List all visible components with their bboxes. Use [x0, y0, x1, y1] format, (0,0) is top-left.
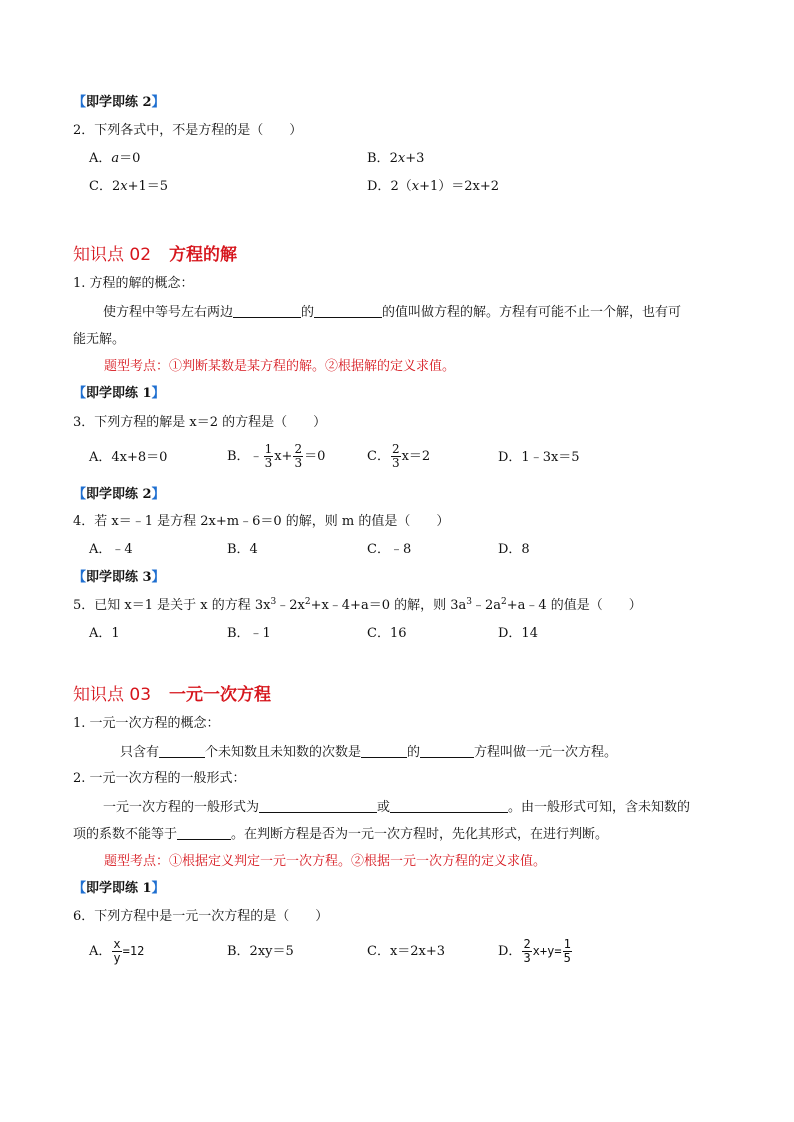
- fill-blank[interactable]: [259, 799, 377, 813]
- fill-blank[interactable]: [177, 826, 231, 840]
- option-2b: B．2x+3: [367, 151, 425, 166]
- concept-text-cont: 能无解。: [73, 332, 126, 347]
- practice-tag: 【即学即练 3】: [73, 570, 165, 585]
- concept-heading: 1. 一元一次方程的概念：: [73, 716, 220, 731]
- practice-tag: 【即学即练 2】: [73, 95, 165, 110]
- option-3b: B．﹣ $\frac{1}{3}$ x+ $\frac{2}{3}$ ＝0: [227, 442, 326, 470]
- option-5c: C．16: [367, 626, 407, 641]
- option-2c: C．2x+1＝5: [89, 179, 169, 194]
- concept-heading: 2. 一元一次方程的一般形式：: [73, 771, 246, 786]
- fill-blank[interactable]: [159, 744, 205, 758]
- option-6c: C．x＝2x+3: [367, 944, 446, 959]
- option-5a: A．1: [89, 626, 120, 641]
- option-6b: B．2xy＝5: [227, 944, 294, 959]
- concept-text: 使方程中等号左右两边 的 的值叫做方程的解。方程有可能不止一个解，也有可: [103, 305, 682, 320]
- kaodian-note: 题型考点：①根据定义判定一元一次方程。②根据一元一次方程的定义求值。: [104, 854, 547, 869]
- concept-text: 一元一次方程的一般形式为 或 。由一般形式可知，含未知数的: [103, 800, 691, 815]
- practice-tag: 【即学即练 2】: [73, 487, 165, 502]
- fill-blank[interactable]: [390, 799, 508, 813]
- option-4b: B．4: [227, 542, 258, 557]
- option-4d: D．8: [498, 542, 530, 557]
- option-2d: D．2（x+1）＝2x+2: [367, 179, 499, 194]
- kaodian-note: 题型考点：①判断某数是某方程的解。②根据解的定义求值。: [104, 359, 456, 374]
- option-4a: A．﹣4: [89, 542, 133, 557]
- question-4: 4．若 x＝﹣1 是方程 2x+m﹣6＝0 的解，则 m 的值是（ ）: [73, 514, 450, 529]
- option-3d: D．1﹣3x＝5: [498, 450, 580, 465]
- practice-tag: 【即学即练 1】: [73, 881, 165, 896]
- concept-heading: 1. 方程的解的概念：: [73, 276, 194, 291]
- fill-blank[interactable]: [420, 744, 474, 758]
- question-6: 6．下列方程中是一元一次方程的是（ ）: [73, 909, 329, 924]
- section-heading-03: 知识点 03 一元一次方程: [73, 685, 272, 705]
- question-3: 3．下列方程的解是 x＝2 的方程是（ ）: [73, 415, 327, 430]
- option-2a: A．a＝0: [89, 151, 141, 166]
- option-6d: D． $\frac{2}{3}$ x+y= $\frac{1}{5}$: [498, 937, 571, 965]
- section-heading-02: 知识点 02 方程的解: [73, 245, 238, 265]
- option-4c: C．﹣8: [367, 542, 412, 557]
- option-5b: B．﹣1: [227, 626, 271, 641]
- question-2: 2．下列各式中，不是方程的是（ ）: [73, 123, 303, 138]
- fill-blank[interactable]: [314, 304, 382, 318]
- question-5: 5．已知 x＝1 是关于 x 的方程 $3x^3﹣2x^2+x﹣4+a=0$ 的解，则 $3a^3﹣2a^2+a﹣4$ 的值是（ ）: [73, 597, 642, 613]
- fill-blank[interactable]: [361, 744, 407, 758]
- fill-blank[interactable]: [233, 304, 301, 318]
- concept-text: 只含有 个未知数且未知数的次数是 的 方程叫做一元一次方程。: [120, 745, 618, 760]
- concept-text-cont: 项的系数不能等于 。在判断方程是否为一元一次方程时，先化其形式，在进行判断。: [73, 827, 609, 842]
- option-3c: C． $\frac{2}{3}$ x＝2: [367, 442, 431, 470]
- option-3a: A．4x+8＝0: [89, 450, 168, 465]
- option-5d: D．14: [498, 626, 538, 641]
- option-6a: A． $\frac{x}{y}$ =12: [89, 937, 145, 965]
- practice-tag: 【即学即练 1】: [73, 386, 165, 401]
